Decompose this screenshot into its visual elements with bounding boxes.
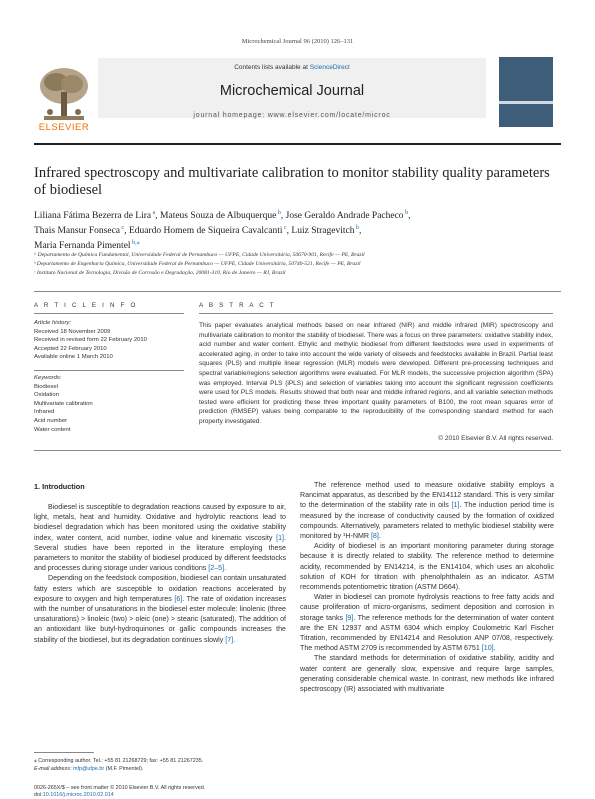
doi-prefix: doi: xyxy=(34,792,43,798)
author-name: Mateus Souza de Albuquerque xyxy=(160,211,277,222)
author-name: Luiz Stragevitch xyxy=(291,226,355,237)
keyword: Oxidation xyxy=(34,392,59,399)
keywords-label: Keywords: xyxy=(34,375,62,381)
publisher-name: ELSEVIER xyxy=(38,122,90,133)
body-paragraph: Depending on the feedstock composition, biodiesel can contain unsaturated fatty esters which are susceptible to oxidation reactions accelerated by exposure to oxygen and high temperatures [6]. The rate of oxidation increases with the number of unsaturations in the biodiesel ester molecule: linolenic (three unsaturations) > linoleic (two) > oleic (one) > stearic (saturated). The addition of an antioxidant like butyl-hydroquinones or gallic compounds increases the stability of the biodiesel, but its degradation continues slowly [7]. xyxy=(34,574,286,644)
abstract-text: This paper evaluates analytical methods based on near infrared (NIR) and middle infrared (MIR) spectroscopy and multivariate calibration to monitor the stability of biodiesel. There was a focus on three parameters: oxidative stability index, acid number and water content. Ethylic and methylic biodiesel from different feedstocks were used in experiments of accelerated aging, in order to take into account the wide variety of oilseeds and feedstocks available in Brazil. Partial least squares (PLS) and multiple linear regression (MLR) models were developed. Different pre-processing techniques and spectral variable/regions selection algorithms were evaluated. For MLR models, the successive projection algorithm (SPA) was employed. Interval PLS (iPLS) and selection of variables taking into account the significant regression coefficients were used for PLS models. Results showed that both near and middle infrared regions, and all variable selection methods tested were efficient for predicting these three important quality parameters of B100, the root mean squares error of prediction (RMSEP) values being comparable to the reproducibility of the corresponding standard method for each property investigated. xyxy=(199,322,553,425)
citation-link[interactable]: [1] xyxy=(276,533,285,542)
journal-citation: Microchemical Journal 96 (2010) 126–131 xyxy=(241,38,354,45)
section-heading-introduction: 1. Introduction xyxy=(34,482,85,491)
history-received: Received 18 November 2009 xyxy=(34,328,111,335)
keyword: Multivariate calibration xyxy=(34,400,93,407)
citation-link[interactable]: [9] xyxy=(345,613,354,622)
author-affiliation-marker[interactable]: c xyxy=(120,225,125,232)
article-info-rule xyxy=(34,313,184,314)
email-link[interactable]: mfp@ufpe.br xyxy=(72,766,105,772)
article-info-heading: A R T I C L E I N F O xyxy=(34,302,138,309)
body-paragraph: Acidity of biodiesel is an important monitoring parameter during storage because it is directly related to stability. The reference method to determine acidity, recommended by EN14214, is the EN14104, which uses an alcoholic solution of KOH for titration with phenolphthalein as an indicator. ASTM recommends potentiometric titration (ASTM D664). xyxy=(300,542,554,592)
author-affiliation-marker[interactable]: b xyxy=(403,210,409,216)
abstract-heading: A B S T R A C T xyxy=(199,302,276,309)
body-paragraph: Water in biodiesel can promote hydrolysis reactions to free fatty acids and cause proliferation of micro-organisms, sediment deposition and corrosion in storage tanks [9]. The reference methods for the determination of water content are the EN 12937 and ASTM 6304 which employ Coulometric Karl Fischer Titration, recommended by EN14214 and Resolution ANP 07/08, respectively. The method ASTM 2709 is recommended by ASTM 6751 [10]. xyxy=(300,593,554,653)
article-history xyxy=(34,319,189,362)
author-affiliation-marker[interactable]: b xyxy=(276,210,281,216)
citation-link[interactable]: [10] xyxy=(481,644,494,653)
contents-prefix: Contents lists available at xyxy=(234,64,310,71)
author-name: Maria Fernanda Pimentel xyxy=(34,241,131,252)
corresponding-author: ⁎ Corresponding author. Tel.: +55 81 21268729; fax: +55 81 21267235. xyxy=(34,758,204,764)
author-affiliation-marker[interactable]: c xyxy=(282,225,287,232)
keyword: Biodiesel xyxy=(34,383,58,390)
author-line: Thais Mansur Fonseca $^c$, Eduardo Homem de Siqueira Cavalcanti $^c$, Luiz Stragevitch $^b$, xyxy=(34,225,362,237)
journal-cover-thumbnail xyxy=(499,57,553,127)
history-online: Available online 1 March 2010 xyxy=(34,354,113,361)
sciencedirect-link[interactable]: ScienceDirect xyxy=(309,64,350,71)
cover-stripe xyxy=(499,101,553,104)
affiliations-rule xyxy=(34,291,561,292)
footnote xyxy=(34,757,294,773)
doi-link[interactable]: 10.1016/j.microc.2010.02.014 xyxy=(42,792,114,798)
header-rule xyxy=(34,143,561,145)
email-label: E-mail address: xyxy=(34,766,73,772)
author-line: Liliana Fátima Bezerra de Lira $^a$, Mateus Souza de Albuquerque $^b$, Jose Geraldo Andrade Pacheco $^b$, xyxy=(34,210,411,222)
footnote-rule xyxy=(34,752,94,753)
author-affiliation-marker[interactable]: a xyxy=(151,210,156,216)
right-column xyxy=(300,480,554,694)
elsevier-tree-logo xyxy=(34,60,94,130)
citation-link[interactable]: [8] xyxy=(370,532,379,541)
keyword: Water content xyxy=(34,426,71,433)
citation-link[interactable]: [2–5] xyxy=(208,564,225,573)
body-paragraph: The reference method used to measure oxidative stability employs a Rancimat apparatus, as described by the EN14112 standard. This is very similar to the determination of the stability rate in oils [1]. The induction period time is measured by the increase of conductivity caused by the formation of oxidized compounds. Alternatively, parameters related to methylic biodiesel stability were monitored by ¹H-NMR [8]. xyxy=(300,481,554,541)
affiliation-b: ᵇ Departamento de Engenharia Química, Universidade Federal de Pernambuco — UFPE, Cidade Universitária, 50740-521, Recife — PE, Brazil xyxy=(34,261,361,267)
keywords-rule xyxy=(34,370,184,371)
author-name: Liliana Fátima Bezerra de Lira xyxy=(34,211,152,222)
keyword: Acid number xyxy=(34,417,68,424)
citation-link[interactable]: [7] xyxy=(225,635,234,644)
article-title: Infrared spectroscopy and multivariate calibration to monitor stability quality parameters of biodiesel xyxy=(34,165,550,198)
email-suffix: (M.F. Pimentel). xyxy=(104,766,144,772)
author-affiliation-marker[interactable]: b xyxy=(354,225,359,232)
email-line xyxy=(34,765,294,773)
citation-link[interactable]: [1] xyxy=(451,501,460,510)
author-name: Thais Mansur Fonseca xyxy=(34,226,121,237)
front-matter xyxy=(34,785,294,799)
body-paragraph: Biodiesel is susceptible to degradation reactions caused by exposure to air, light, metals, heat and humidity. Oxidative and hydrolytic reactions lead to biodiesel degradation which has been monitored using the oxidative stability index, water content, acid number, iodine value and kinematic viscosity [1]. Several studies have been reported in the literature employing these parameters to monitor the stability of biodiesel produced by different feedstocks and processes during storage under various conditions [2–5]. xyxy=(34,503,286,573)
author-list xyxy=(34,207,561,252)
affiliation-a: ᵃ Departamento de Química Fundamental, Universidade Federal de Pernambuco — UFPE, Cidade Universitária, 50670-901, Recife — PE, Brazil xyxy=(34,252,365,258)
journal-homepage: journal homepage: www.elsevier.com/locate/microc xyxy=(193,112,391,119)
contents-line xyxy=(98,64,486,71)
history-revised: Received in revised form 22 February 2010 xyxy=(34,337,147,344)
doi-line xyxy=(34,792,294,799)
left-column xyxy=(34,502,286,645)
abstract-rule xyxy=(199,313,553,314)
history-accepted: Accepted 22 February 2010 xyxy=(34,345,107,352)
author-affiliation-marker[interactable]: b,⁎ xyxy=(130,240,140,247)
keywords-block xyxy=(34,374,189,434)
journal-title: Microchemical Journal xyxy=(219,83,365,99)
keyword: Infrared xyxy=(34,409,55,416)
affiliation-c: ᶜ Instituto Nacional de Tecnologia, Divisão de Corrosão e Degradação, 20081-310, Rio de Janeiro — RJ, Brazil xyxy=(34,270,286,276)
issn-line: 0026-265X/$ – see front matter © 2010 Elsevier B.V. All rights reserved. xyxy=(34,785,206,791)
author-line xyxy=(34,237,561,252)
history-label: Article history: xyxy=(34,320,71,326)
author-name: Eduardo Homem de Siqueira Cavalcanti xyxy=(128,226,283,237)
body-paragraph: The standard methods for determination of oxidative stability, acidity and water content are generally slow, expensive and require large samples, generating considerable chemical waste. In contrast, new methods like infrared spectroscopy (IR) associated with multivariate xyxy=(300,654,554,694)
abstract-end-rule xyxy=(34,450,561,451)
citation-link[interactable]: [6] xyxy=(174,594,183,603)
abstract-copyright: © 2010 Elsevier B.V. All rights reserved. xyxy=(438,435,553,442)
author-name: Jose Geraldo Andrade Pacheco xyxy=(285,211,404,222)
